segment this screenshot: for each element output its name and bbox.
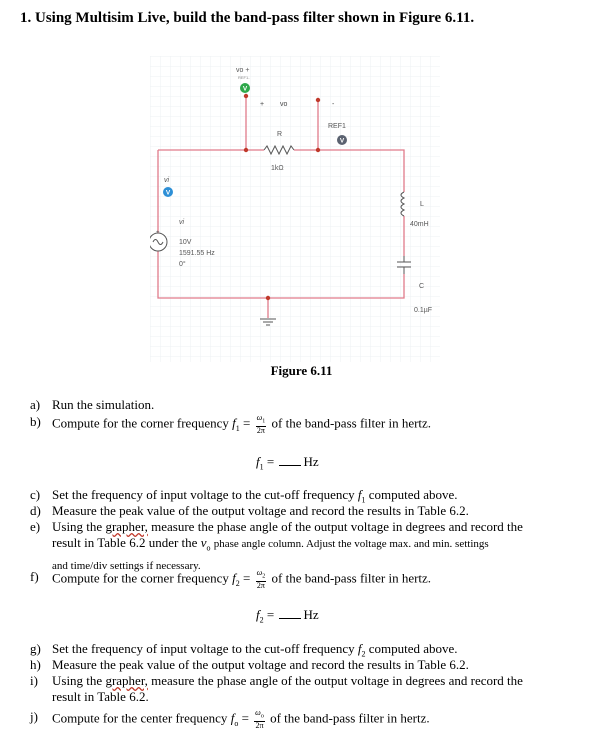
- item-label: j): [30, 709, 38, 724]
- grid-background: [150, 56, 440, 362]
- vi-probe-label: vi: [164, 177, 170, 184]
- item-label: h): [30, 657, 41, 672]
- f2-answer-line: $f_2 = Hz$: [256, 607, 319, 625]
- item-d: [30, 503, 578, 519]
- f2-answer-blank[interactable]: [279, 608, 301, 619]
- item-f: [30, 568, 578, 590]
- source-name: vi: [179, 219, 185, 226]
- item-text: Using the grapher, measure the phase angle of the output voltage in degrees and record the result in Table 6.2.: [52, 673, 523, 704]
- f1-answer-line: $f_1 = Hz$: [256, 454, 319, 472]
- source-phase: 0°: [179, 261, 186, 268]
- item-h: [30, 657, 578, 673]
- probe-vo-sub: REF1-: [238, 75, 250, 80]
- item-text: Set the frequency of input voltage to the cut-off frequency $f_2$ computed above.: [52, 641, 458, 659]
- resistor-value: 1kΩ: [271, 165, 284, 172]
- resistor-name: R: [277, 131, 283, 138]
- item-text: Using the grapher, measure the phase angle of the output voltage in degrees and record the result in Table 6.2 under the $v_o$ phase angle column. Adjust the voltage max. and min. settings and time/div settings if necessary.: [52, 519, 523, 572]
- item-c: [30, 487, 578, 503]
- capacitor-name: C: [419, 283, 425, 290]
- vi-probe-letter: V: [165, 189, 171, 197]
- item-label: e): [30, 519, 41, 534]
- item-i: [30, 673, 578, 705]
- source-frequency: 1591.55 Hz: [179, 250, 215, 257]
- ref1-label: REF1: [328, 123, 346, 130]
- ref1-probe-letter: V: [339, 137, 345, 145]
- item-text: Set the frequency of input voltage to the cut-off frequency $f_1$ computed above.: [52, 487, 458, 505]
- item-text: Compute for the corner frequency $f_2$ = $\frac{\omega_2}{2\pi}$ of the band-pass filter in hertz.: [52, 568, 432, 590]
- item-label: c): [30, 487, 41, 502]
- item-text: Compute for the corner frequency $f_1$ = $\frac{\omega_1}{2\pi}$ of the band-pass filter in hertz.: [52, 413, 432, 435]
- plus-label: +: [260, 101, 265, 108]
- item-text: Run the simulation.: [52, 397, 155, 412]
- item-label: g): [30, 641, 41, 656]
- item-text: Measure the peak value of the output voltage and record the results in Table 6.2.: [52, 503, 469, 518]
- item-label: f): [30, 569, 39, 584]
- capacitor-value: 0.1µF: [414, 307, 433, 314]
- item-label: i): [30, 673, 38, 688]
- source-voltage: 10V: [179, 239, 192, 246]
- probe-vo-label: vo +: [236, 67, 250, 74]
- item-label: b): [30, 414, 41, 429]
- probe-vo-icon-letter: V: [242, 85, 248, 93]
- item-text: Compute for the center frequency $f_o$ = $\frac{\omega_o}{2\pi}$ of the band-pass filter in hertz.: [52, 708, 430, 730]
- minus-label: -: [332, 101, 335, 108]
- inductor-value: 40mH: [410, 221, 429, 228]
- item-text: Measure the peak value of the output voltage and record the results in Table 6.2.: [52, 657, 469, 672]
- item-label: a): [30, 397, 41, 412]
- inductor-name: L: [420, 201, 424, 208]
- circuit-diagram: [150, 56, 440, 362]
- vo-label: vo: [280, 101, 288, 108]
- item-b: [30, 413, 578, 435]
- svg-text:+: +: [156, 230, 160, 236]
- question-heading: 1. Using Multisim Live, build the band-pass filter shown in Figure 6.11.: [20, 10, 475, 26]
- item-e: [30, 519, 578, 572]
- item-j: [30, 708, 578, 730]
- f1-answer-blank[interactable]: [279, 455, 301, 466]
- item-label: d): [30, 503, 41, 518]
- item-a: [30, 397, 578, 413]
- item-g: [30, 641, 578, 657]
- figure-caption: Figure 6.11: [270, 363, 333, 378]
